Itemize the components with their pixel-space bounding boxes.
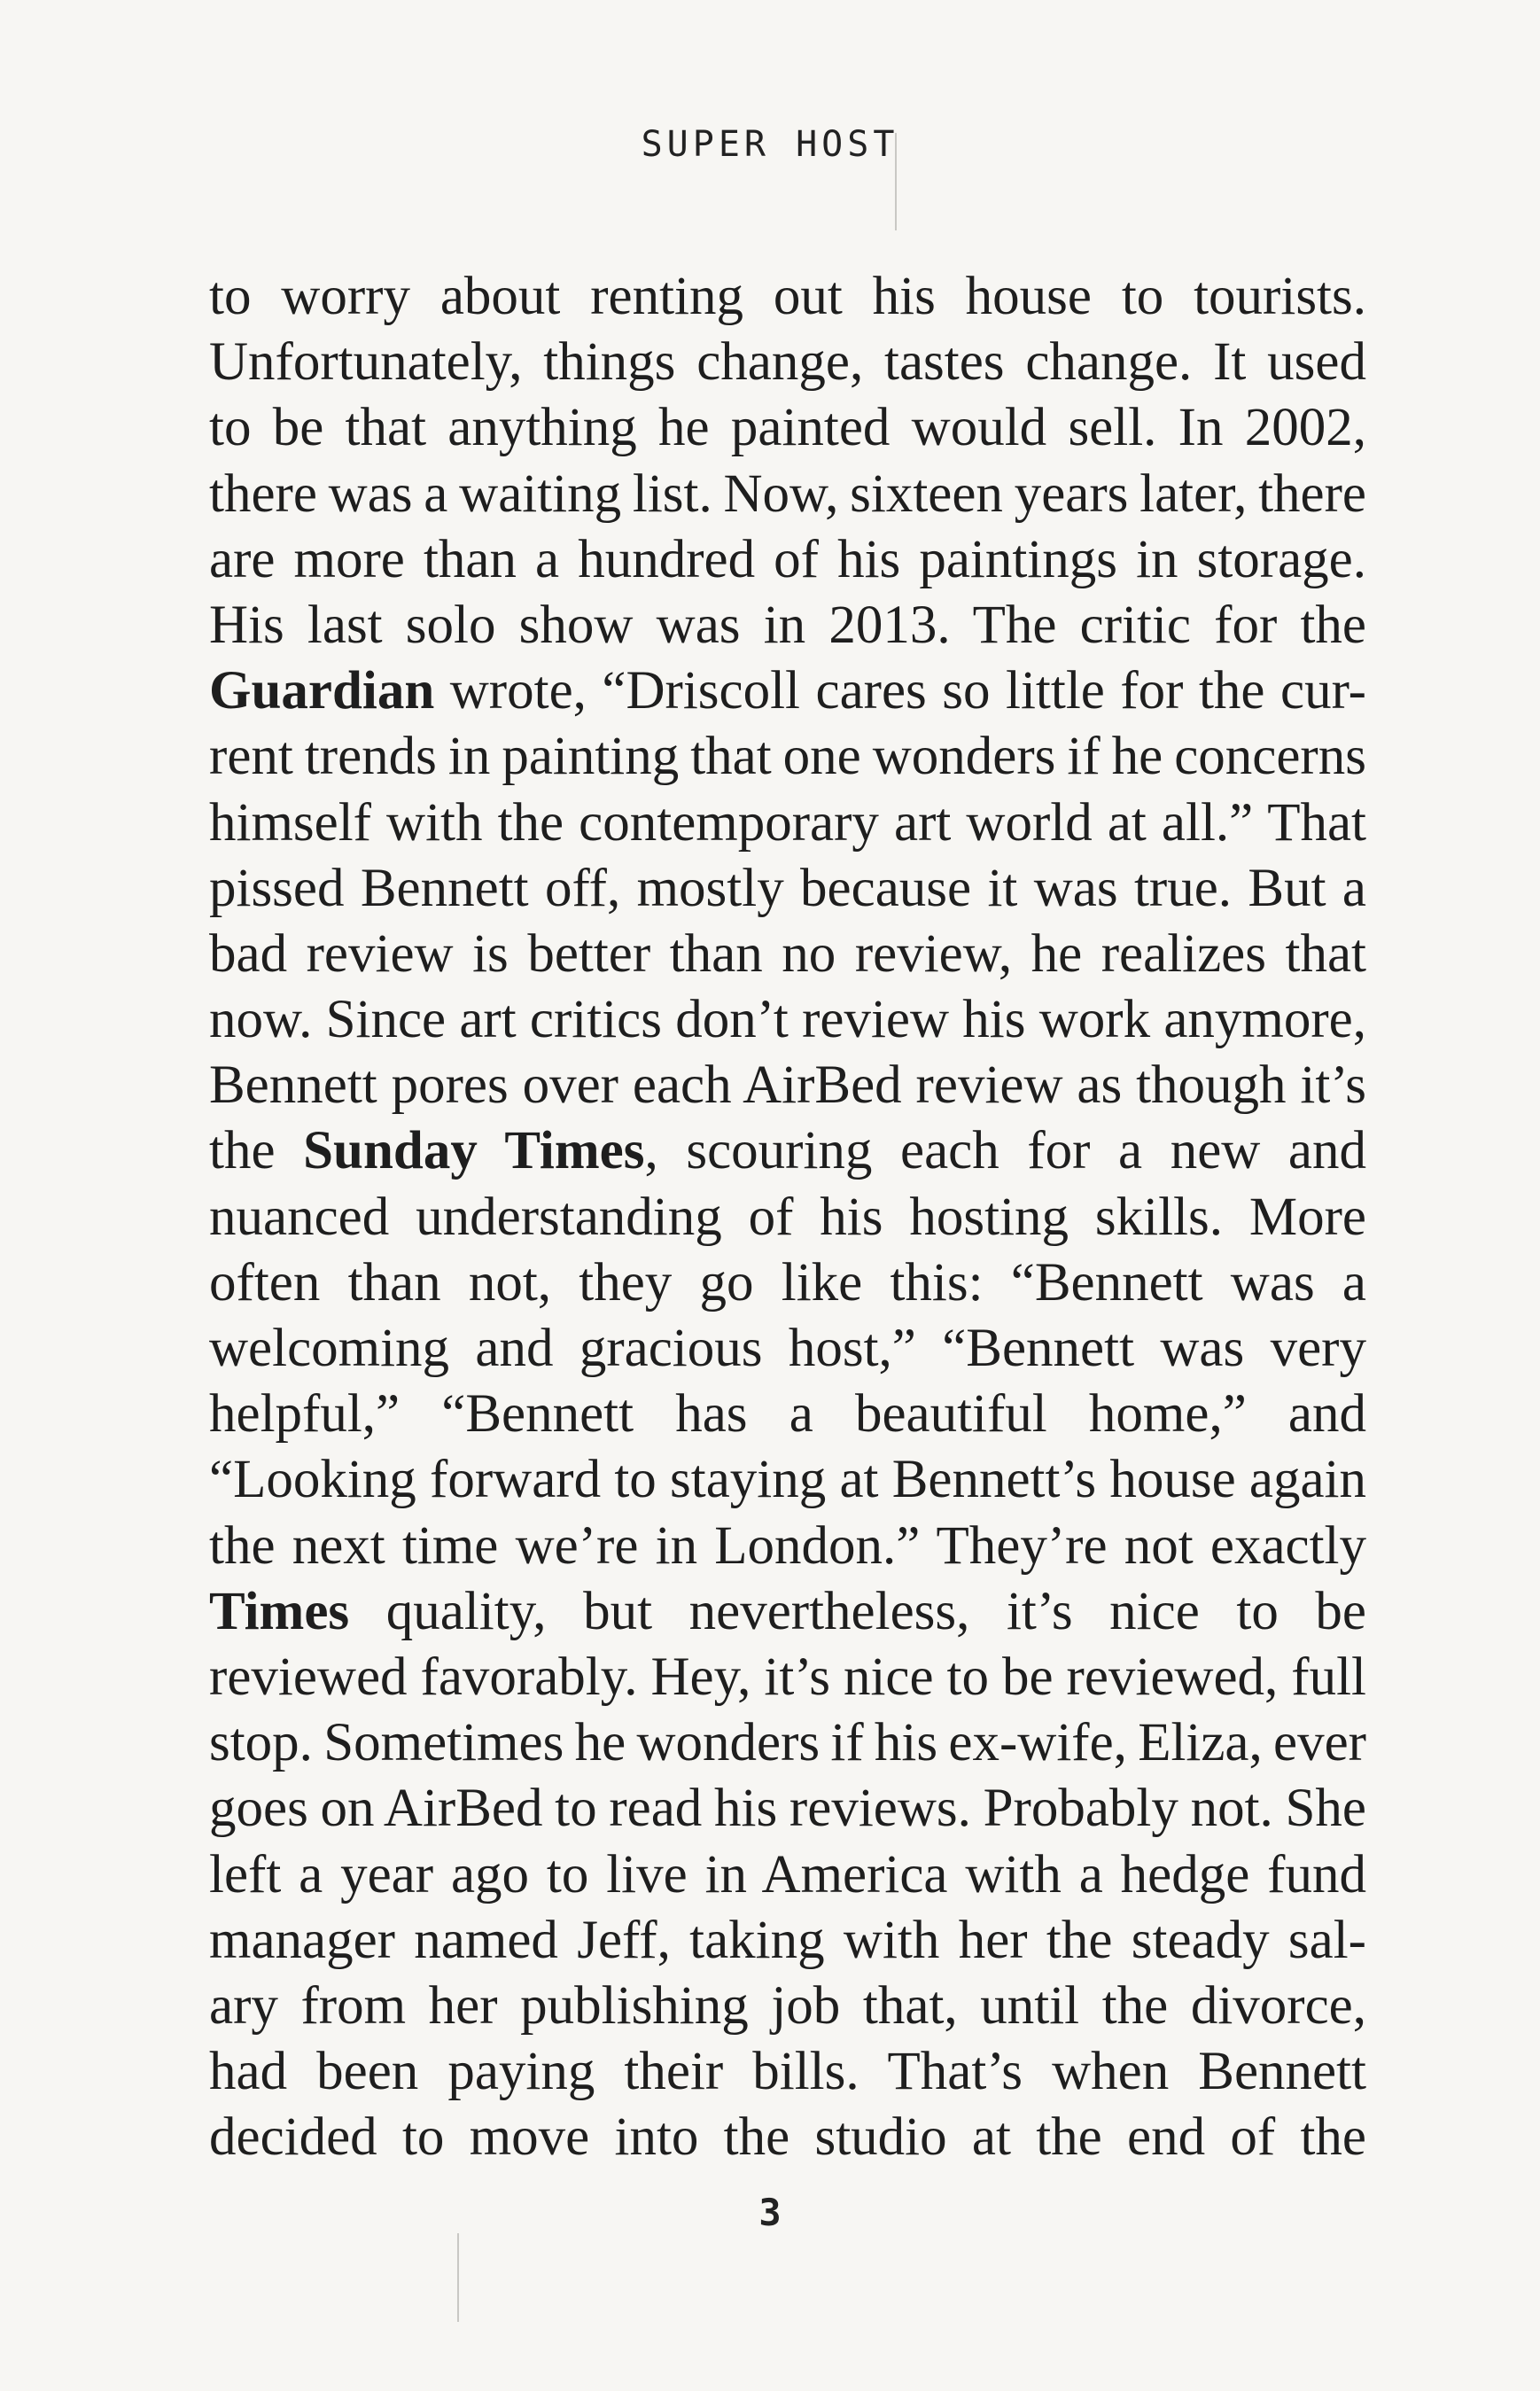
running-head: SUPER HOST (641, 124, 899, 165)
text-line: rent trends in painting that one wonders if he concerns (209, 727, 1366, 787)
text-line: reviewed favorably. Hey, it’s nice to be reviewed, full (209, 1647, 1366, 1707)
text-line: the next time we’re in London.” They’re not exactly (209, 1515, 1366, 1576)
text-line: pissed Bennett off, mostly because it was true. But a (209, 858, 1366, 918)
body-paragraph (209, 264, 1366, 2170)
text-line: decided to move into the studio at the end of the (209, 2107, 1366, 2168)
text-line: Guardian wrote, “Driscoll cares so little for the cur- (209, 661, 1366, 721)
publication-name-times: Times (209, 1581, 350, 1641)
text-line: Bennett pores over each AirBed review as though it’s (209, 1055, 1366, 1116)
text-line: bad review is better than no review, he realizes that (209, 923, 1366, 984)
text-line: the Sunday Times, scouring each for a new and (209, 1121, 1366, 1181)
text-line: ary from her publishing job that, until the divorce, (209, 1975, 1366, 2036)
page-number: 3 (758, 2191, 782, 2234)
text-line: Unfortunately, things change, tastes change. It used (209, 332, 1366, 393)
publication-name-guardian: Guardian (209, 661, 435, 721)
text-line: are more than a hundred of his paintings in storage. (209, 529, 1366, 589)
text-line: stop. Sometimes he wonders if his ex-wife, Eliza, ever (209, 1713, 1366, 1773)
text-line: often than not, they go like this: “Bennett was a (209, 1252, 1366, 1312)
text-line: to worry about renting out his house to tourists. (209, 267, 1366, 326)
text-line: welcoming and gracious host,” “Bennett was very (209, 1319, 1366, 1378)
text-line: himself with the contemporary art world at all.” That (209, 792, 1366, 853)
text-line: goes on AirBed to read his reviews. Probably not. She (209, 1779, 1366, 1839)
text-line: there was a waiting list. Now, sixteen years later, there (209, 463, 1366, 524)
text-line: “Looking forward to staying at Bennett’s house again (209, 1450, 1366, 1510)
text-line: manager named Jeff, taking with her the steady sal- (209, 1910, 1366, 1970)
text-line: had been paying their bills. That’s when Bennett (209, 2042, 1366, 2102)
text-line: now. Since art critics don’t review his work anymore, (209, 990, 1366, 1050)
text-line: His last solo show was in 2013. The critic for the (209, 595, 1366, 655)
text-line: helpful,” “Bennett has a beautiful home,” and (209, 1384, 1366, 1445)
publication-name-sunday-times: Sunday Times (303, 1121, 645, 1181)
text-line: nuanced understanding of his hosting skills. More (209, 1187, 1366, 1247)
text-line: to be that anything he painted would sell. In 2002, (209, 398, 1366, 458)
text-line: Times quality, but nevertheless, it’s nice to be (209, 1581, 1366, 1641)
text-line: left a year ago to live in America with a hedge fund (209, 1844, 1366, 1904)
scan-artifact-line (457, 2233, 459, 2322)
